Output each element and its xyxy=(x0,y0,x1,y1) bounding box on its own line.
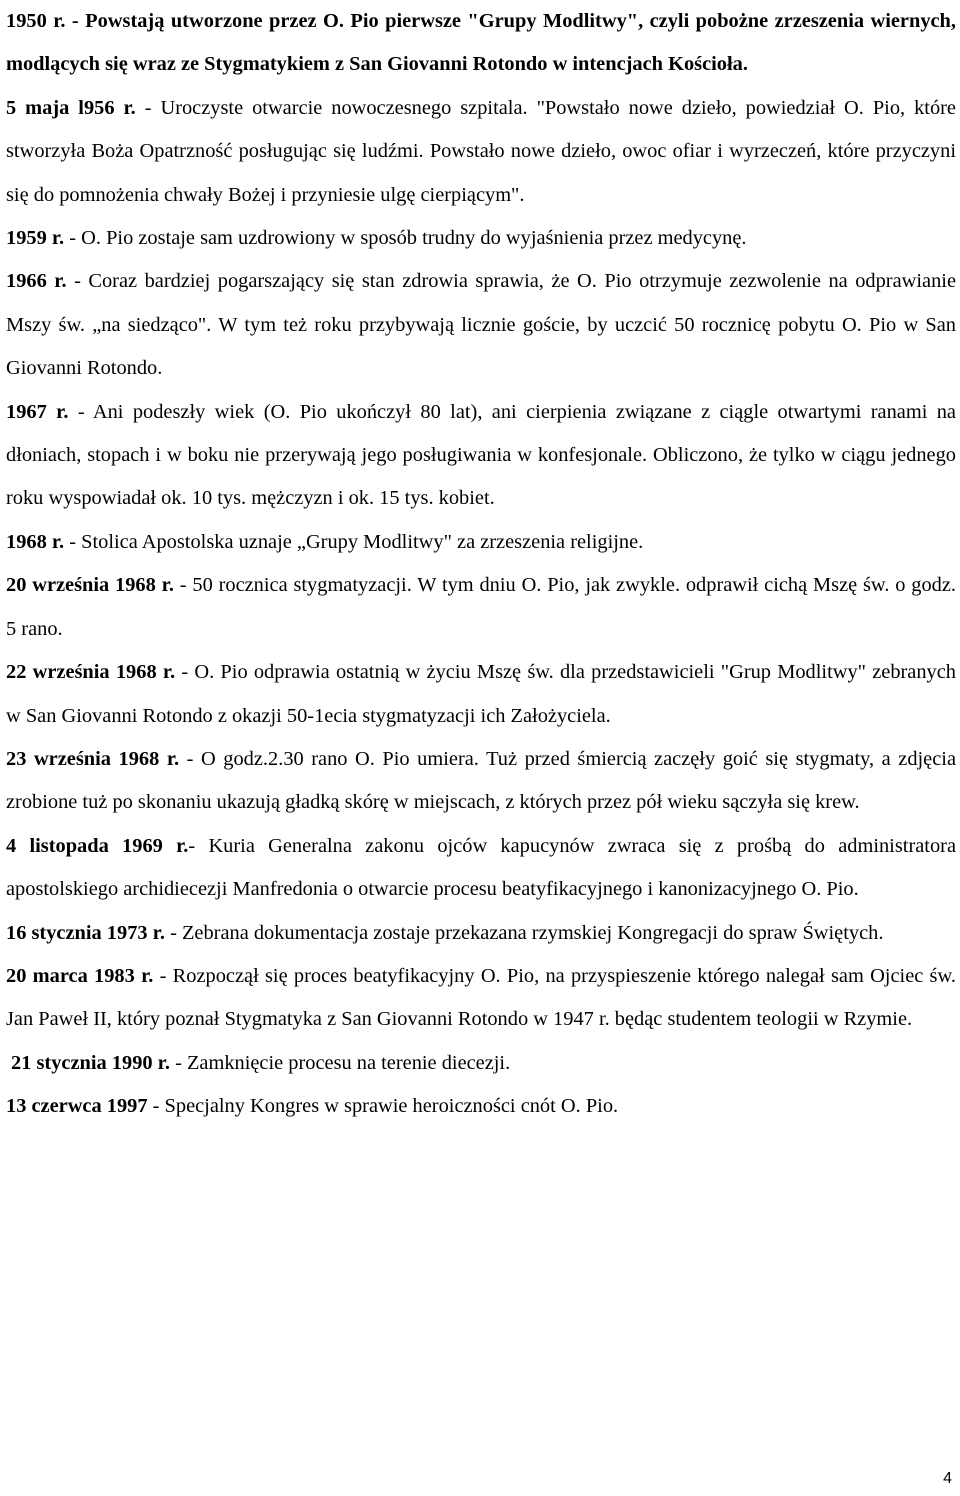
entry-date: 20 września 1968 r. xyxy=(6,574,174,597)
timeline-entry xyxy=(6,825,956,912)
entry-date: 23 września 1968 r. xyxy=(6,747,180,770)
entry-date: 16 stycznia 1973 r. xyxy=(6,921,165,944)
entry-text: - O godz.2.30 rano O. Pio umiera. Tuż przed śmiercią zaczęły goić się stygmaty, a zdjęcia zrobione tuż po skonaniu ukazują gładką skórę w miejscach, z których przez pół wieku sączyła się krew. xyxy=(6,747,956,814)
entry-date: 1950 r. - Powstają utworzone przez O. Pio pierwsze "Grupy Modlitwy", czyli pobożne zrzeszenia wiernych, modlących się wraz ze Stygmatykiem z San Giovanni Rotondo w intencjach Kościoła. xyxy=(6,10,956,76)
entry-text: - Rozpoczął się proces beatyfikacyjny O. Pio, na przyspieszenie którego nalegał sam Ojciec św. Jan Paweł II, który poznał Stygmatyka z San Giovanni Rotondo w 1947 r. będąc studentem teologii w Rzymie. xyxy=(6,964,956,1031)
entry-text: - O. Pio odprawia ostatnią w życiu Mszę św. dla przedstawicieli "Grup Modlitwy" zebranych w San Giovanni Rotondo z okazji 50-1ecia stygmatyzacji ich Założyciela. xyxy=(6,661,956,727)
entry-text: - Ani podeszły wiek (O. Pio ukończył 80 lat), ani cierpienia związane z ciągle otwartymi ranami na dłoniach, stopach i w boku nie przerywają jego posługiwania w konfesjonale. Obliczono, że tylko w ciągu jednego roku wyspowiadał ok. 10 tys. mężczyzn i ok. 15 tys. kobiet. xyxy=(6,400,956,510)
entry-date: 1966 r. xyxy=(6,270,67,293)
entry-date: 13 czerwca 1997 xyxy=(6,1095,148,1118)
timeline-entry xyxy=(6,391,956,521)
entry-text: - 50 rocznica stygmatyzacji. W tym dniu O. Pio, jak zwykle. odprawił cichą Mszę św. o godz. 5 rano. xyxy=(6,574,956,640)
timeline-entry xyxy=(6,260,956,390)
entry-text: - Uroczyste otwarcie nowoczesnego szpitala. "Powstało nowe dzieło, powiedział O. Pio, które stworzyła Boża Opatrzność posługując się ludźmi. Powstało nowe dzieło, owoc ofiar i wyrzeczeń, które przyczyni się do pomnożenia chwały Bożej i przyniesie ulgę cierpiącym". xyxy=(6,96,956,206)
entry-text: - Zebrana dokumentacja zostaje przekazana rzymskiej Kongregacji do spraw Świętych. xyxy=(164,921,884,944)
timeline-entry xyxy=(6,564,956,651)
timeline-entry xyxy=(6,651,956,738)
entry-text: - Specjalny Kongres w sprawie heroiczności cnót O. Pio. xyxy=(147,1095,619,1118)
entry-text: - Stolica Apostolska uznaje „Grupy Modlitwy" za zrzeszenia religijne. xyxy=(64,530,644,553)
timeline-entry xyxy=(6,0,956,87)
entry-text: - O. Pio zostaje sam uzdrowiony w sposób trudny do wyjaśnienia przez medycynę. xyxy=(64,227,747,250)
entry-text: - Kuria Generalna zakonu ojców kapucynów zwraca się z prośbą do administratora apostolskiego archidiecezji Manfredonia o otwarcie procesu beatyfikacyjnego i kanonizacyjnego O. Pio. xyxy=(6,834,956,901)
entry-text: - Zamknięcie procesu na terenie diecezji. xyxy=(169,1051,511,1074)
timeline-entry xyxy=(6,1085,956,1128)
entry-date: 20 marca 1983 r. xyxy=(6,964,154,987)
timeline-entry xyxy=(6,87,956,217)
entry-date: 1959 r. xyxy=(6,227,65,250)
timeline-content xyxy=(6,0,956,1129)
entry-date: 22 września 1968 r. xyxy=(6,661,176,684)
timeline-entry xyxy=(6,521,956,564)
entry-date: 1968 r. xyxy=(6,530,65,553)
page-number: 4 xyxy=(943,1470,952,1487)
timeline-entry xyxy=(6,912,956,955)
timeline-entry xyxy=(6,217,956,260)
entry-date: 1967 r. xyxy=(6,400,69,423)
entry-date: 4 listopada 1969 r. xyxy=(6,834,189,857)
timeline-entry xyxy=(6,955,956,1042)
timeline-entry xyxy=(6,1042,956,1085)
entry-date: 21 stycznia 1990 r. xyxy=(11,1051,170,1074)
entry-date: 5 maja l956 r. xyxy=(6,96,136,119)
entry-text: - Coraz bardziej pogarszający się stan zdrowia sprawia, że O. Pio otrzymuje zezwolenie na odprawianie Mszy św. „na siedząco". W tym też roku przybywają licznie goście, by uczcić 50 rocznicę pobytu O. Pio w San Giovanni Rotondo. xyxy=(6,270,956,380)
timeline-entry xyxy=(6,738,956,825)
